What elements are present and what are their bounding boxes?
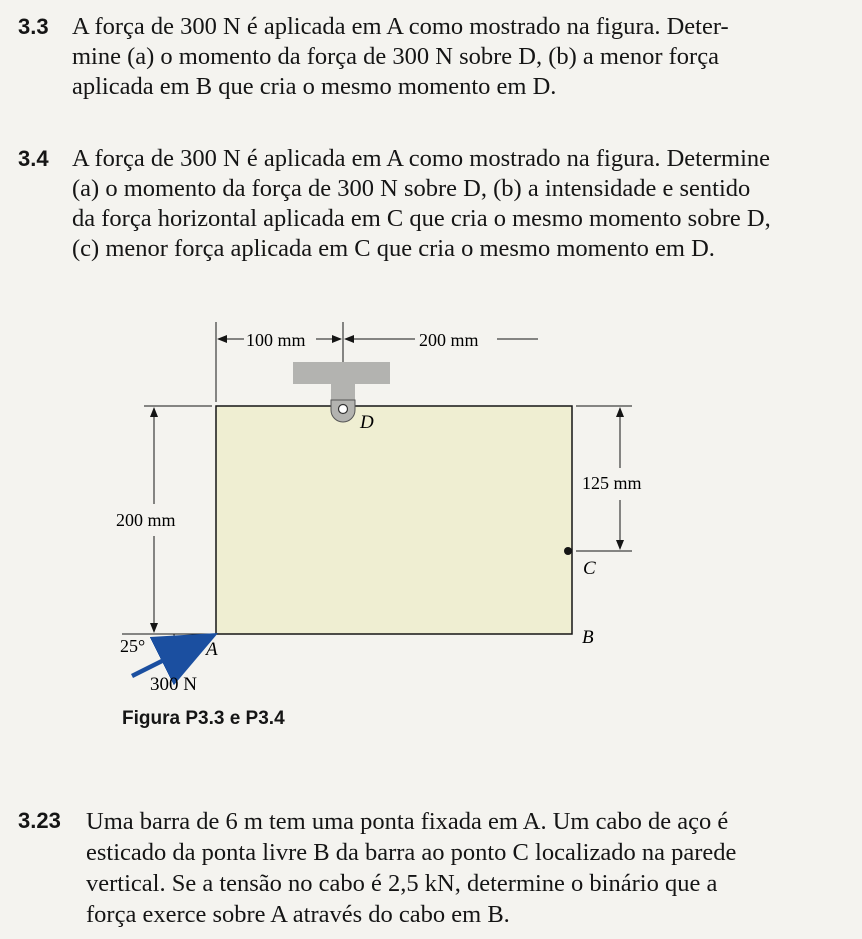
problem-number: 3.23: [18, 808, 61, 833]
support-bracket: [293, 362, 390, 384]
text-line: Uma barra de 6 m tem uma ponta fixada em A. Um cabo de aço é: [86, 808, 729, 835]
text-line: esticado da ponta livre B da barra ao ponto C localizado na parede: [86, 839, 737, 866]
problem-text: [86, 806, 842, 930]
plate: [216, 406, 572, 634]
pin-d: [339, 405, 348, 414]
text-line: A força de 300 N é aplicada em A como mostrado na figura. Determine: [72, 145, 771, 172]
point-d-label: D: [360, 412, 374, 433]
dim-top-right-label: 200 mm: [419, 330, 479, 350]
angle-label: 25°: [120, 636, 146, 656]
dim-right-label: 125 mm: [582, 473, 642, 493]
point-c-label: C: [583, 558, 596, 579]
figure-caption: Figura P3.3 e P3.4: [122, 708, 285, 729]
point-c-marker: [564, 547, 572, 555]
force-label: 300 N: [150, 674, 197, 695]
text-line: (c) menor força aplicada em C que cria o mesmo momento em D.: [72, 235, 715, 262]
problem-number: 3.4: [18, 146, 49, 171]
text-line: mine (a) o momento da força de 300 N sobre D, (b) a menor força: [72, 43, 719, 70]
point-b-label: B: [582, 627, 594, 648]
point-a-label: A: [206, 639, 218, 660]
problem-number: 3.3: [18, 14, 49, 39]
text-line: aplicada em B que cria o mesmo momento em D.: [72, 73, 557, 100]
angle-arc: [174, 634, 178, 651]
problem-text: [72, 12, 842, 102]
text-line: da força horizontal aplicada em C que cria o mesmo momento sobre D,: [72, 205, 771, 232]
text-line: vertical. Se a tensão no cabo é 2,5 kN, determine o binário que a: [86, 870, 718, 897]
text-line: (a) o momento da força de 300 N sobre D, (b) a intensidade e sentido: [72, 175, 751, 202]
problem-text: [72, 144, 842, 264]
dim-left-label: 200 mm: [116, 510, 176, 530]
text-line: força exerce sobre A através do cabo em B.: [86, 901, 510, 928]
text-line: A força de 300 N é aplicada em A como mostrado na figura. Deter-: [72, 13, 729, 40]
dim-top-left-label: 100 mm: [246, 330, 306, 350]
